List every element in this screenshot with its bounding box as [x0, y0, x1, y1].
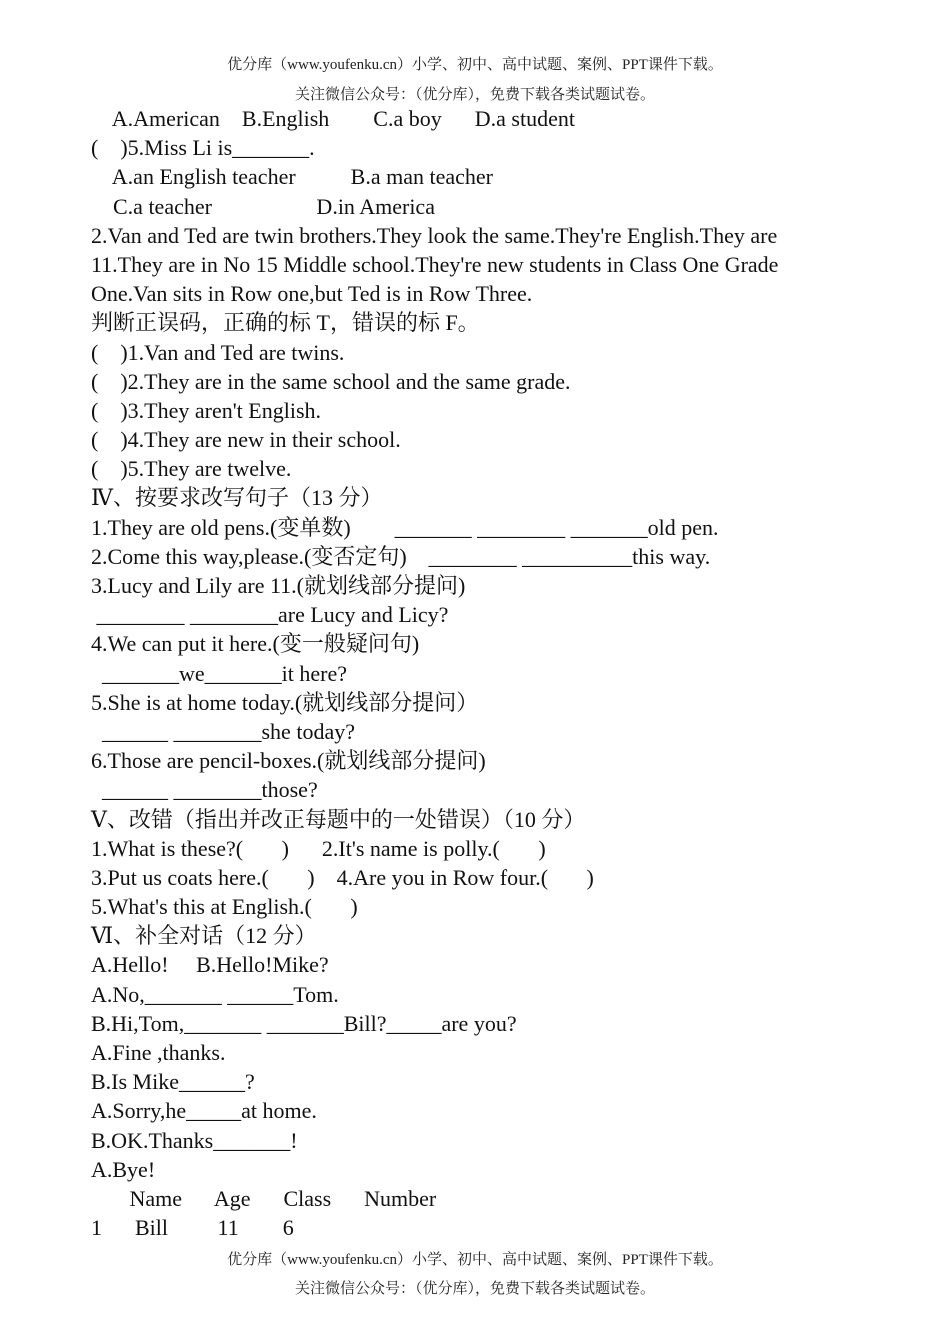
section-5-heading: Ⅴ、改错（指出并改正每题中的一处错误）（10 分） — [91, 806, 586, 832]
table-row-1: 1 Bill 11 6 — [91, 1215, 294, 1241]
rewrite-item-5: 5.She is at home today.(就划线部分提问） — [91, 689, 479, 715]
page-footer-line-1: 优分库（www.youfenku.cn）小学、初中、高中试题、案例、PPT课件下载。 — [227, 1252, 723, 1268]
dialogue-line-8: A.Bye! — [91, 1156, 156, 1182]
tf-item-5: ( )5.They are twelve. — [91, 456, 292, 482]
document-body — [91, 104, 921, 1242]
section-6-heading: Ⅵ、补全对话（12 分） — [91, 923, 317, 949]
q5-prev-options: A.American B.English C.a boy D.a student — [91, 106, 575, 131]
rewrite-item-2: 2.Come this way,please.(变否定句) ________ __________this way. — [91, 543, 711, 569]
dialogue-line-6: A.Sorry,he_____at home. — [91, 1098, 317, 1124]
rewrite-item-6-answer: ______ ________those? — [91, 777, 318, 803]
passage-2-line-3: One.Van sits in Row one,but Ted is in Row Three. — [91, 281, 533, 307]
rewrite-item-4: 4.We can put it here.(变一般疑问句) — [91, 631, 420, 657]
passage-2-line-2: 11.They are in No 15 Middle school.They're new students in Class One Grade — [91, 251, 779, 277]
dialogue-line-7: B.OK.Thanks_______! — [91, 1127, 298, 1153]
rewrite-item-6: 6.Those are pencil-boxes.(就划线部分提问) — [91, 748, 486, 774]
passage-2-line-1: 2.Van and Ted are twin brothers.They look the same.They're English.They are — [91, 222, 778, 248]
page-header-line-1: 优分库（www.youfenku.cn）小学、初中、高中试题、案例、PPT课件下载。 — [227, 57, 723, 73]
q5-options-cd: C.a teacher D.in America — [91, 193, 435, 219]
rewrite-item-4-answer: _______we_______it here? — [91, 660, 347, 686]
tf-item-1: ( )1.Van and Ted are twins. — [91, 339, 345, 365]
q5-options-ab: A.an English teacher B.a man teacher — [91, 164, 493, 190]
dialogue-line-3: B.Hi,Tom,_______ _______Bill?_____are you? — [91, 1010, 517, 1036]
rewrite-item-1: 1.They are old pens.(变单数) _______ ________ _______old pen. — [91, 514, 719, 540]
dialogue-line-5: B.Is Mike______? — [91, 1069, 255, 1095]
section-4-heading: Ⅳ、按要求改写句子（13 分） — [91, 485, 383, 511]
question-5-miss-li: ( )5.Miss Li is_______. — [91, 135, 315, 161]
correction-item-5: 5.What's this at English.( ) — [91, 894, 358, 920]
table-header-row: Name Age Class Number — [91, 1185, 437, 1211]
tf-item-2: ( )2.They are in the same school and the same grade. — [91, 368, 571, 394]
tf-item-4: ( )4.They are new in their school. — [91, 427, 401, 453]
dialogue-line-1: A.Hello! B.Hello!Mike? — [91, 952, 329, 978]
rewrite-item-5-answer: ______ ________she today? — [91, 718, 355, 744]
correction-items-3-4: 3.Put us coats here.( ) 4.Are you in Row four.( ) — [91, 864, 594, 890]
tf-item-3: ( )3.They aren't English. — [91, 397, 322, 423]
page-footer-line-2: 关注微信公众号：（优分库），免费下载各类试题试卷。 — [294, 1281, 655, 1297]
correction-items-1-2: 1.What is these?( ) 2.It's name is polly.( ) — [91, 835, 546, 861]
page-header-line-2: 关注微信公众号：（优分库），免费下载各类试题试卷。 — [294, 87, 655, 103]
dialogue-line-2: A.No,_______ ______Tom. — [91, 981, 339, 1007]
rewrite-item-3: 3.Lucy and Lily are 11.(就划线部分提问) — [91, 573, 466, 598]
true-false-instruction: 判断正误码，正确的标 T，错误的标 F。 — [91, 310, 480, 336]
rewrite-item-3-answer: ________ ________are Lucy and Licy? — [91, 602, 449, 628]
dialogue-line-4: A.Fine ,thanks. — [91, 1040, 226, 1065]
